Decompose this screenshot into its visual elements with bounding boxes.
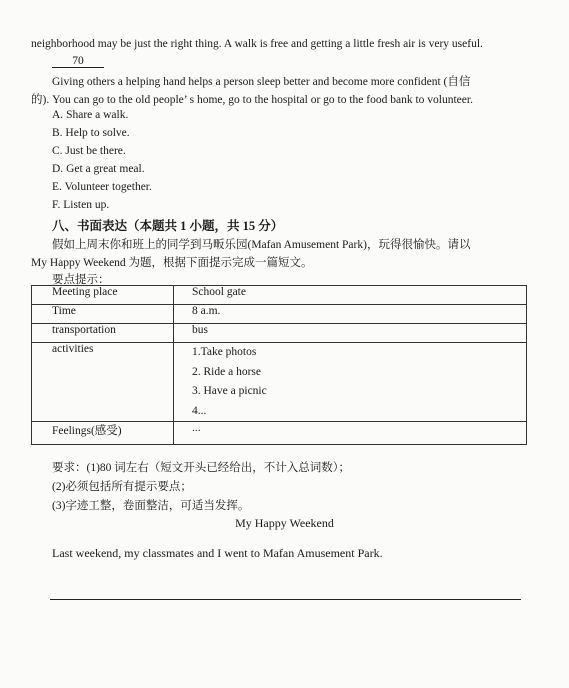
table-key: activities xyxy=(32,343,174,422)
table-row xyxy=(32,343,527,422)
writing-line[interactable] xyxy=(50,599,521,600)
table-row xyxy=(32,286,527,305)
option-text: Get a great meal. xyxy=(66,163,145,175)
option-c xyxy=(52,145,126,157)
requirement-1: 要求：(1)80 词左右（短文开头已经给出，不计入总词数）； xyxy=(52,462,351,474)
table-value: 8 a.m. xyxy=(174,305,527,324)
option-letter: A. xyxy=(52,109,64,121)
section-8-intro-2: My Happy Weekend 为题，根据下面提示完成一篇短文。 xyxy=(31,257,313,269)
option-text: Help to solve. xyxy=(65,127,130,139)
option-e xyxy=(52,181,152,193)
table-row xyxy=(32,305,527,324)
option-text: Just be there. xyxy=(65,145,126,157)
table-value: ... xyxy=(174,422,527,445)
essay-title: My Happy Weekend xyxy=(235,516,334,530)
essay-opening: Last weekend, my classmates and I went to Mafan Amusement Park. xyxy=(52,546,383,560)
table-key: transportation xyxy=(32,324,174,343)
points-table xyxy=(31,285,527,445)
passage-line-1: neighborhood may be just the right thing. A walk is free and getting a little fresh air is very useful. xyxy=(31,38,483,50)
section-8-intro-1: 假如上周末你和班上的同学到马畈乐园(Mafan Amusement Park)，玩得很愉快。请以 xyxy=(52,239,471,251)
option-b xyxy=(52,127,130,139)
requirement-3: (3)字迹工整，卷面整洁，可适当发挥。 xyxy=(52,500,250,512)
table-key: Meeting place xyxy=(32,286,174,305)
hint-label: 要点提示： xyxy=(52,274,110,286)
option-letter: D. xyxy=(52,163,64,175)
option-f xyxy=(52,199,109,211)
option-text: Share a walk. xyxy=(66,109,129,121)
option-letter: B. xyxy=(52,127,63,139)
table-value: School gate xyxy=(174,286,527,305)
option-letter: C. xyxy=(52,145,63,157)
option-text: Volunteer together. xyxy=(64,181,152,193)
passage-para-line-2: 的). You can go to the old people’ s home, go to the hospital or go to the food bank to volunteer. xyxy=(31,94,473,106)
table-key: Time xyxy=(32,305,174,324)
option-a xyxy=(52,109,128,121)
table-row xyxy=(32,324,527,343)
blank-number: 70 xyxy=(52,55,104,68)
answer-blank-70 xyxy=(52,55,104,68)
activity-item: 1.Take photos xyxy=(192,346,257,358)
table-value: bus xyxy=(174,324,527,343)
option-text: Listen up. xyxy=(63,199,110,211)
activity-item: 3. Have a picnic xyxy=(192,385,267,397)
activity-item: 2. Ride a horse xyxy=(192,365,261,378)
option-letter: E. xyxy=(52,181,62,193)
activity-item: 4... xyxy=(192,404,207,417)
requirement-2: (2)必须包括所有提示要点； xyxy=(52,481,192,493)
table-key: Feelings(感受) xyxy=(32,422,174,445)
activities-list xyxy=(174,343,527,422)
option-letter: F. xyxy=(52,199,61,211)
passage-para-line-1: Giving others a helping hand helps a person sleep better and become more confident (自信 xyxy=(52,76,471,88)
option-d xyxy=(52,163,145,175)
table-row xyxy=(32,422,527,445)
section-8-title: 八、书面表达（本题共 1 小题，共 15 分） xyxy=(52,219,284,233)
